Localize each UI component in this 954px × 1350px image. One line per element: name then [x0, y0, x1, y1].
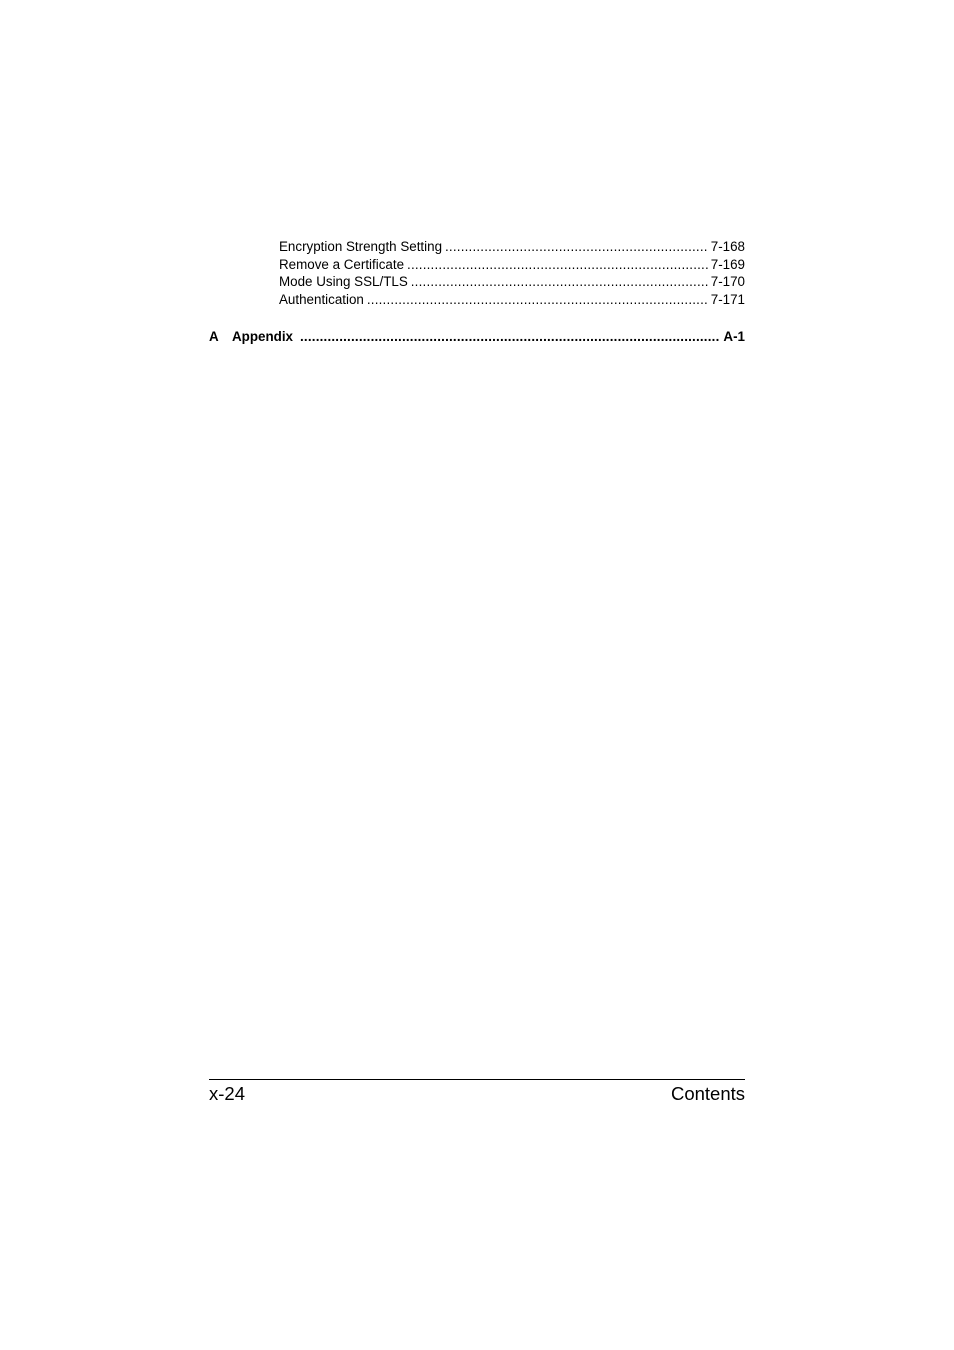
toc-dot-leader [367, 291, 708, 309]
footer-page-number: x-24 [209, 1083, 245, 1104]
toc-dot-leader [411, 273, 708, 291]
footer-section-title: Contents [670, 1083, 745, 1104]
toc-subsection-list [279, 238, 745, 309]
footer-divider [209, 1079, 745, 1080]
toc-chapter-entry[interactable] [209, 328, 745, 346]
toc-chapter-page: A-1 [723, 329, 745, 344]
toc-dot-leader [445, 238, 708, 256]
toc-entry-title: Authentication [279, 292, 364, 308]
toc-entry-title: Mode Using SSL/TLS [279, 274, 408, 290]
toc-entry[interactable] [279, 273, 745, 291]
toc-chapter-letter: A [209, 329, 219, 344]
toc-dot-leader [300, 328, 719, 346]
toc-entry[interactable] [279, 291, 745, 309]
toc-entry[interactable] [279, 238, 745, 256]
toc-entry-page: 7-168 [710, 239, 745, 254]
toc-entry[interactable] [279, 256, 745, 274]
toc-chapter-title: Appendix [232, 329, 294, 344]
toc-entry-page: 7-169 [710, 256, 745, 272]
toc-entry-page: 7-171 [710, 292, 745, 308]
toc-entry-page: 7-170 [710, 274, 745, 290]
toc-entry-title: Encryption Strength Setting [279, 239, 443, 254]
page-footer [209, 1083, 745, 1105]
toc-entry-title: Remove a Certificate [279, 256, 405, 272]
toc-dot-leader [407, 256, 708, 274]
